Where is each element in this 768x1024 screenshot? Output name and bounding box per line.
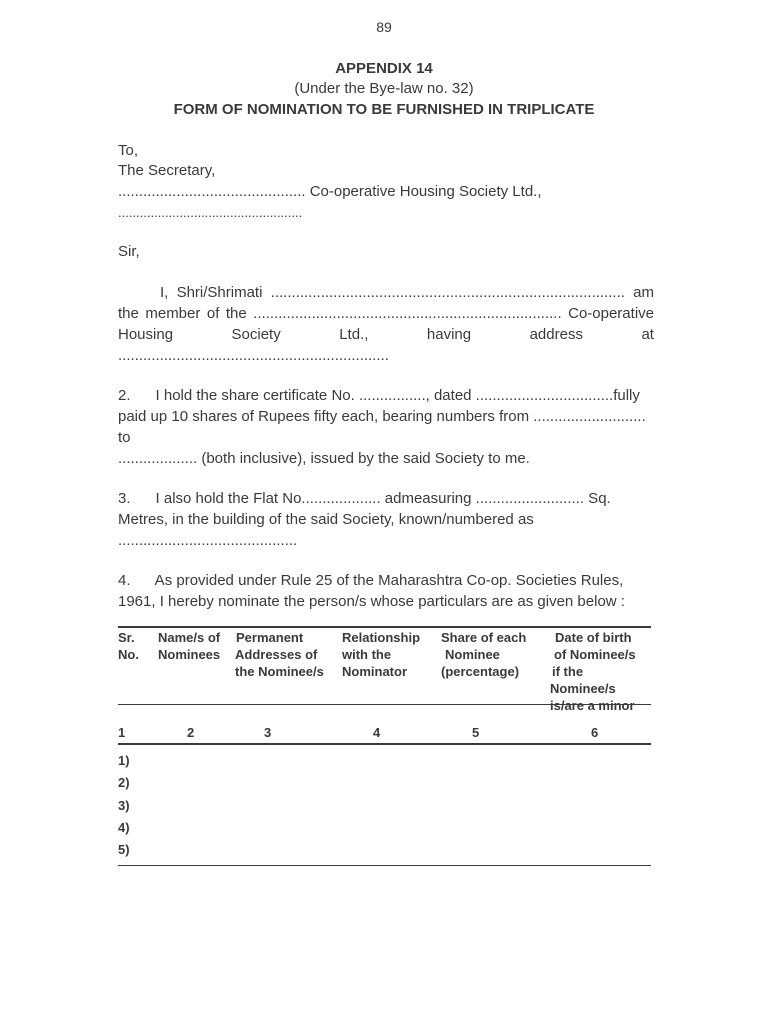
table-header-rule <box>118 704 651 705</box>
table-row: 2) <box>118 775 130 790</box>
header-share: Share of each Nominee (percentage) <box>441 630 527 679</box>
column-number: 3 <box>264 725 272 740</box>
table-top-rule <box>118 626 651 628</box>
para3-line3: ........................................... <box>118 532 298 549</box>
para3-line1: 3. I also hold the Flat No................... admeasuring .......................... Sq. <box>118 490 611 507</box>
para1-word: at <box>641 326 654 343</box>
table-row: 5) <box>118 842 130 857</box>
para2-line2: paid up 10 shares of Rupees fifty each, bearing numbers from ........................... <box>118 408 646 425</box>
column-number: 5 <box>472 725 480 740</box>
header-nominee-names: Name/s of Nominees <box>158 630 221 662</box>
column-number: 1 <box>118 725 126 740</box>
society-address-line: ................................................... <box>118 205 303 220</box>
table-row: 4) <box>118 820 130 835</box>
table-row: 3) <box>118 798 130 813</box>
para4-line1: 4. As provided under Rule 25 of the Maharashtra Co-op. Societies Rules, <box>118 572 624 589</box>
addressee-secretary: The Secretary, <box>118 162 216 179</box>
header-addresses: Permanent Addresses of the Nominee/s <box>235 630 324 679</box>
para1-word: Ltd., <box>339 326 369 343</box>
addressee-to: To, <box>118 142 139 159</box>
para2-line3: to <box>118 429 131 446</box>
column-number: 4 <box>373 725 381 740</box>
header-date-of-birth: Date of birth of Nominee/s if the Nominee/s is/are a minor <box>550 630 636 713</box>
para2-line4: ................... (both inclusive), issued by the said Society to me. <box>118 450 530 467</box>
society-name-line: ............................................. Co-operative Housing Society Ltd., <box>118 183 542 200</box>
page-number: 89 <box>376 19 392 35</box>
para1-line2: the member of the .......................................................................... Co-operative <box>118 305 654 322</box>
column-number: 6 <box>591 725 599 740</box>
para2-line1: 2. I hold the share certificate No. ................, dated .................................fully <box>118 387 640 404</box>
table-column-number-rule <box>118 743 651 745</box>
para1-word: address <box>529 326 583 343</box>
table-row: 1) <box>118 753 130 768</box>
para1-line1: I, Shri/Shrimati ..................................................................................... am <box>160 284 654 301</box>
header-sr-no: Sr. No. <box>118 630 139 662</box>
column-number: 2 <box>187 725 195 740</box>
para1-line4: ................................................................. <box>118 347 389 364</box>
para4-line2: 1961, I hereby nominate the person/s whose particulars are as given below : <box>118 593 625 610</box>
para1-line3 <box>118 324 654 345</box>
para3-line2: Metres, in the building of the said Society, known/numbered as <box>118 511 534 528</box>
para1-word: Society <box>231 326 281 343</box>
form-title: FORM OF NOMINATION TO BE FURNISHED IN TRIPLICATE <box>173 101 595 118</box>
bye-law-reference: (Under the Bye-law no. 32) <box>294 80 474 97</box>
appendix-heading: APPENDIX 14 <box>335 60 433 77</box>
para1-word: having <box>426 326 472 343</box>
header-relationship: Relationship with the Nominator <box>342 630 421 679</box>
table-bottom-rule <box>118 865 651 866</box>
salutation: Sir, <box>118 243 140 260</box>
para1-word: Housing <box>118 326 174 343</box>
